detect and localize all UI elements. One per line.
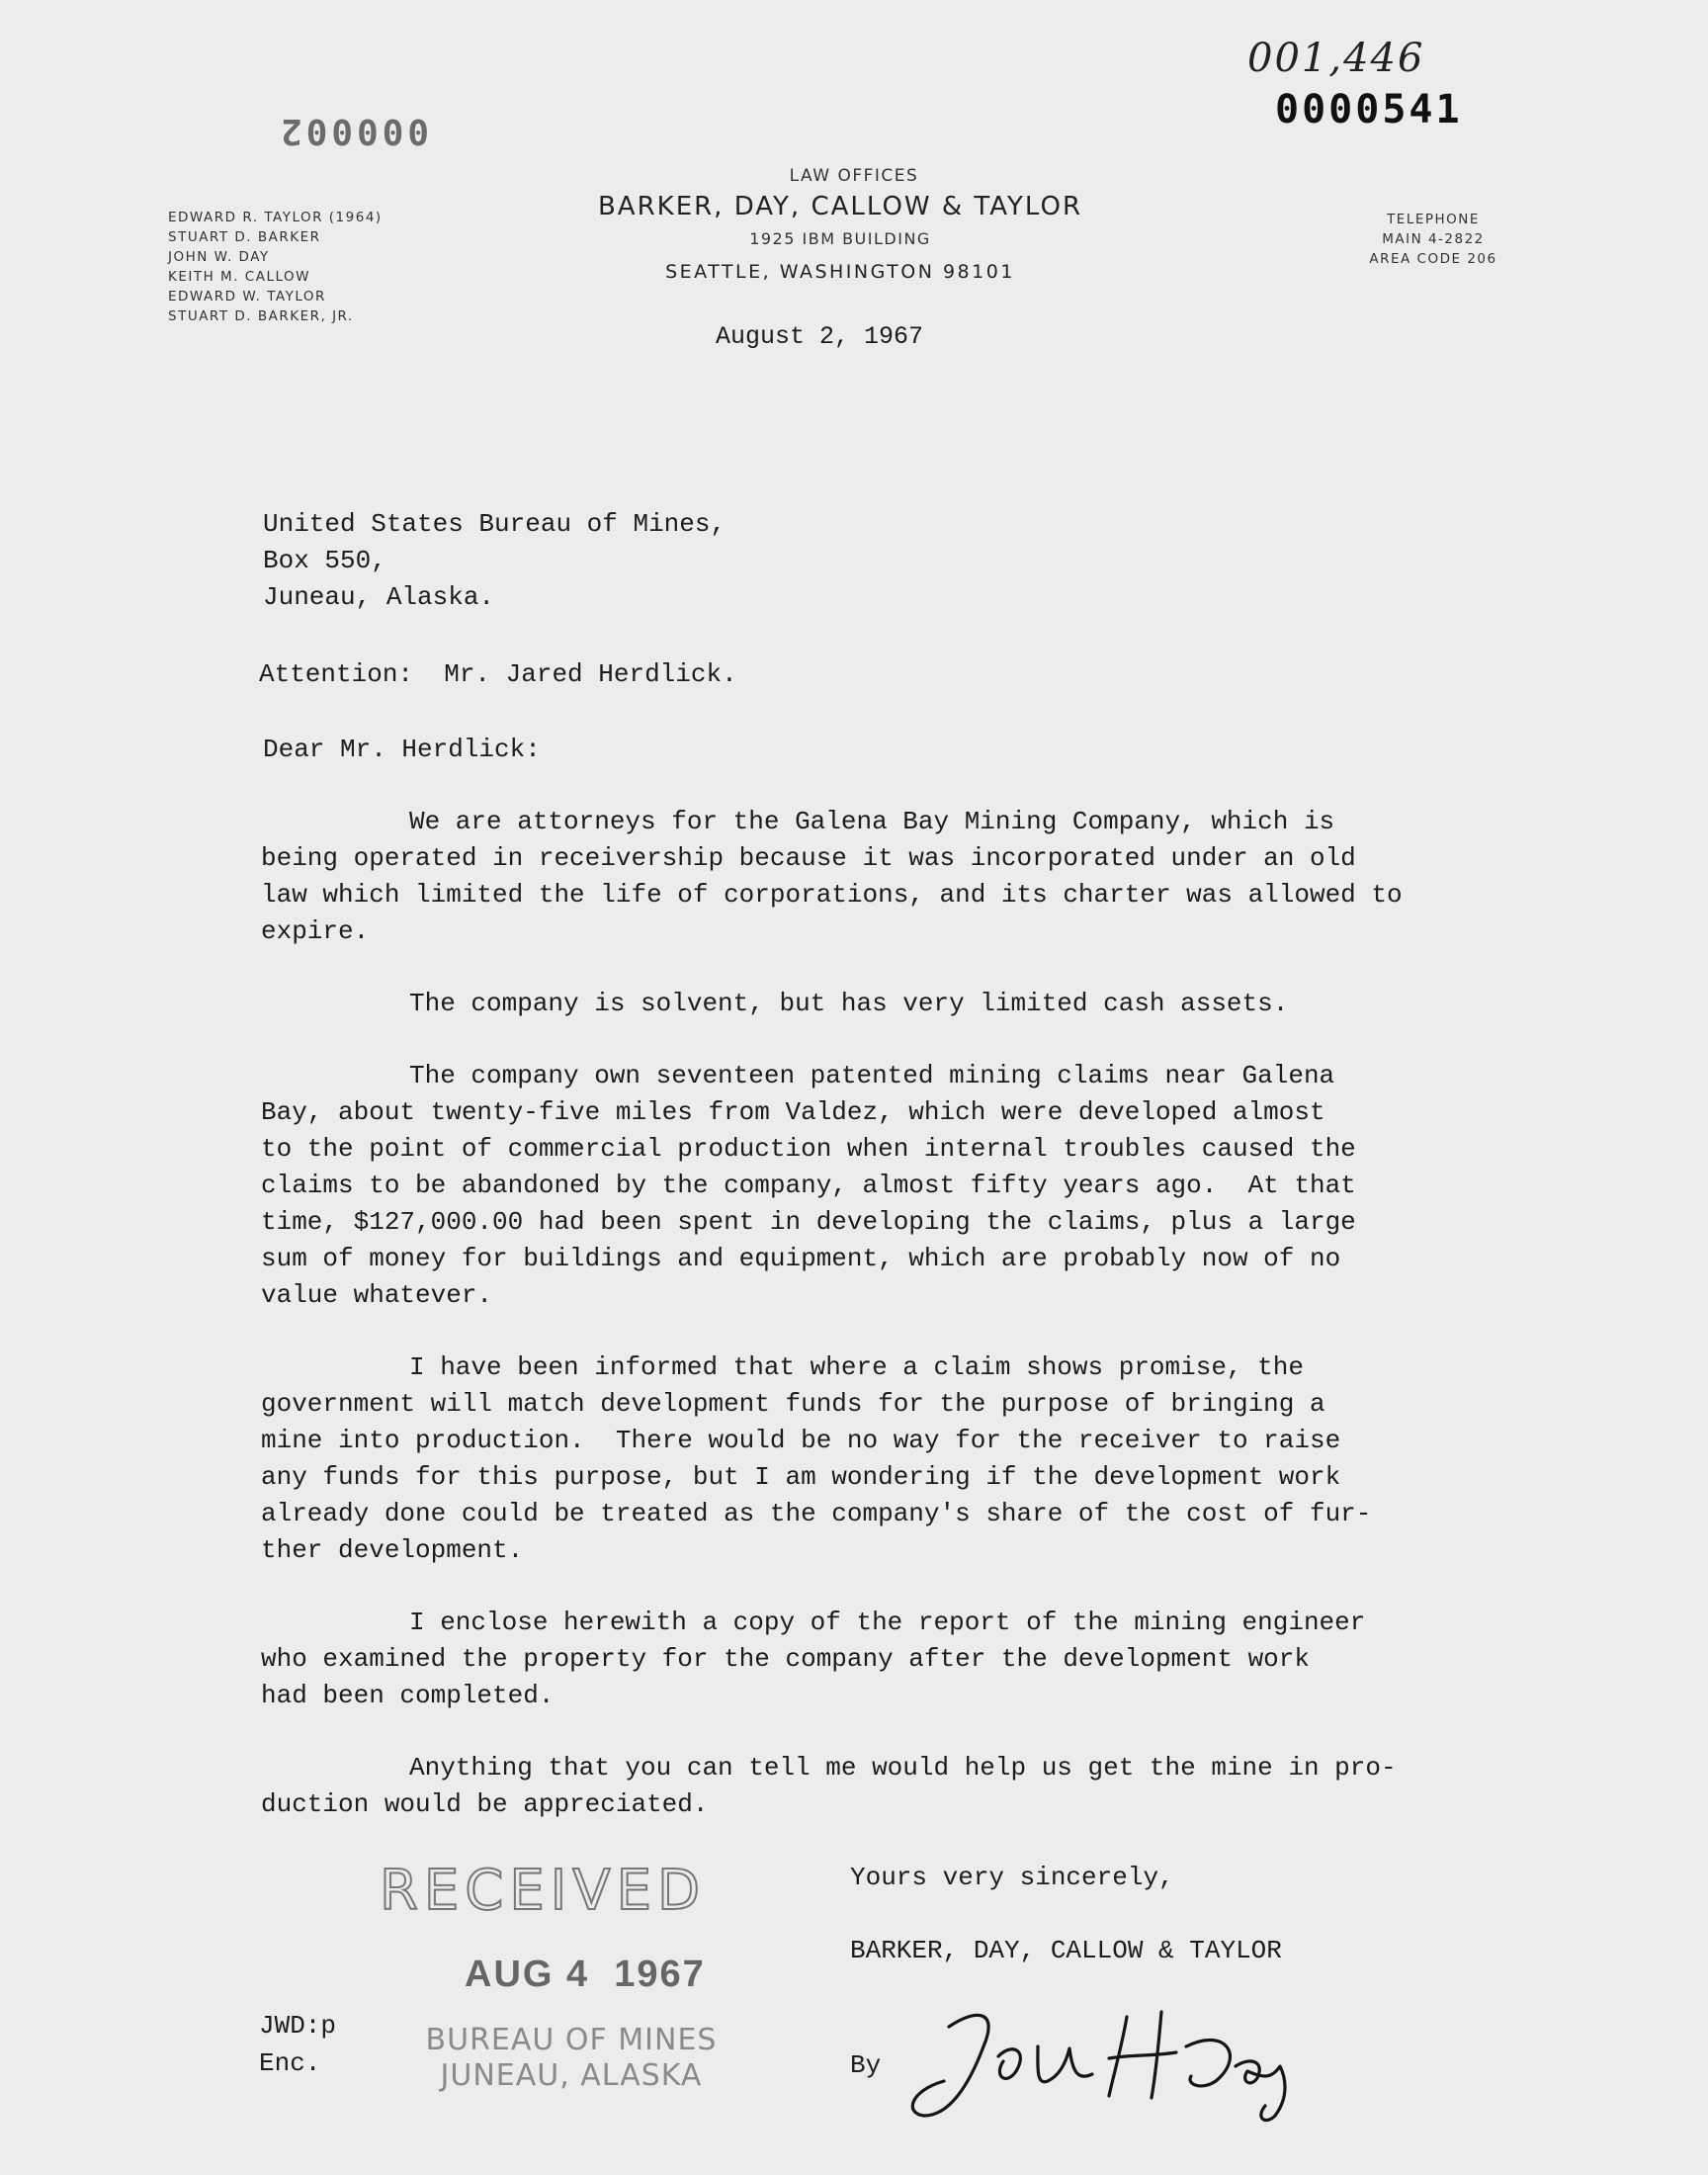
body-paragraph <box>261 1058 1467 1314</box>
partner-list <box>168 208 383 326</box>
received-stamp-word: RECEIVED <box>380 1859 707 1923</box>
body-line: sum of money for buildings and equipment, which are probably now of no <box>261 1244 1341 1273</box>
signature-firm-name: BARKER, DAY, CALLOW & TAYLOR <box>850 1936 1282 1965</box>
partner-name: KEITH M. CALLOW <box>168 269 310 285</box>
salutation: Dear Mr. Herdlick: <box>263 735 541 764</box>
body-line: expire. <box>261 916 370 946</box>
enclosure-note: Enc. <box>259 2048 321 2078</box>
letter-body <box>261 804 1467 1859</box>
body-paragraph <box>261 1349 1467 1569</box>
bureau-stamp-line: BUREAU OF MINES <box>425 2023 718 2057</box>
body-line: had been completed. <box>261 1681 555 1710</box>
body-line: Anything that you can tell me would help us get the mine in pro- <box>409 1753 1397 1783</box>
address-line: Box 550, <box>263 546 386 575</box>
inverted-stamp-number: 000002 <box>277 111 430 151</box>
body-paragraph <box>261 986 1467 1022</box>
signature-by-label: By <box>850 2050 882 2080</box>
telephone-number: MAIN 4-2822 <box>1382 231 1485 247</box>
partner-name: STUART D. BARKER, JR. <box>168 308 354 324</box>
body-paragraph <box>261 804 1467 950</box>
letterhead-building: 1925 IBM BUILDING <box>749 229 931 248</box>
handwritten-file-number: 001,446 <box>1247 36 1425 81</box>
body-line: value whatever. <box>261 1280 493 1310</box>
body-line: time, $127,000.00 had been spent in developing the claims, plus a large <box>261 1207 1356 1237</box>
body-line: ther development. <box>261 1535 524 1565</box>
telephone-label: TELEPHONE <box>1387 212 1480 227</box>
letterhead-firm-name: BARKER, DAY, CALLOW & TAYLOR <box>597 192 1083 221</box>
stamped-document-number: 0000541 <box>1275 87 1463 132</box>
body-line: law which limited the life of corporations, and its charter was allowed to <box>261 880 1403 910</box>
body-line: The company own seventeen patented mining claims near Galena <box>409 1061 1335 1090</box>
handwritten-signature <box>890 1987 1344 2135</box>
partner-name: EDWARD W. TAYLOR <box>168 289 326 304</box>
received-stamp-date: AUG 4 1967 <box>465 1954 706 1995</box>
body-line: any funds for this purpose, but I am wondering if the development work <box>261 1462 1341 1492</box>
bureau-stamp <box>374 2023 769 2094</box>
body-line: already done could be treated as the company's share of the cost of fur- <box>261 1499 1372 1528</box>
typist-initials: JWD:p <box>259 2011 337 2041</box>
body-line: We are attorneys for the Galena Bay Mining Company, which is <box>409 807 1335 836</box>
partner-name: EDWARD R. TAYLOR (1964) <box>168 210 383 225</box>
partner-name: STUART D. BARKER <box>168 229 321 245</box>
letterhead-city: SEATTLE, WASHINGTON 98101 <box>665 261 1015 283</box>
body-line: government will match development funds for the purpose of bringing a <box>261 1389 1325 1419</box>
body-line: I have been informed that where a claim shows promise, the <box>409 1352 1304 1382</box>
body-line: who examined the property for the company after the development work <box>261 1644 1310 1674</box>
address-line: United States Bureau of Mines, <box>263 509 726 539</box>
telephone-block <box>1344 210 1522 269</box>
body-line: Bay, about twenty-five miles from Valdez, which were developed almost <box>261 1097 1325 1127</box>
bureau-stamp-line: JUNEAU, ALASKA <box>440 2058 703 2093</box>
letterhead-law-offices: LAW OFFICES <box>789 166 919 186</box>
body-line: to the point of commercial production when internal troubles caused the <box>261 1134 1356 1164</box>
complimentary-close: Yours very sincerely, <box>850 1863 1174 1892</box>
body-line: I enclose herewith a copy of the report of the mining engineer <box>409 1608 1366 1637</box>
address-line: Juneau, Alaska. <box>263 582 495 612</box>
body-line: mine into production. There would be no way for the receiver to raise <box>261 1426 1341 1455</box>
body-line: duction would be appreciated. <box>261 1789 709 1819</box>
received-stamp <box>380 1859 775 1995</box>
body-paragraph <box>261 1750 1467 1823</box>
telephone-area-code: AREA CODE 206 <box>1369 251 1497 267</box>
body-line: claims to be abandoned by the company, almost fifty years ago. At that <box>261 1171 1356 1200</box>
body-line: The company is solvent, but has very limited cash assets. <box>409 989 1289 1018</box>
partner-name: JOHN W. DAY <box>168 249 270 265</box>
recipient-address <box>263 506 726 616</box>
body-paragraph <box>261 1605 1467 1714</box>
attention-line: Attention: Mr. Jared Herdlick. <box>259 659 737 689</box>
letter-date: August 2, 1967 <box>716 322 924 351</box>
reference-initials <box>259 2007 336 2082</box>
body-line: being operated in receivership because it was incorporated under an old <box>261 843 1356 873</box>
